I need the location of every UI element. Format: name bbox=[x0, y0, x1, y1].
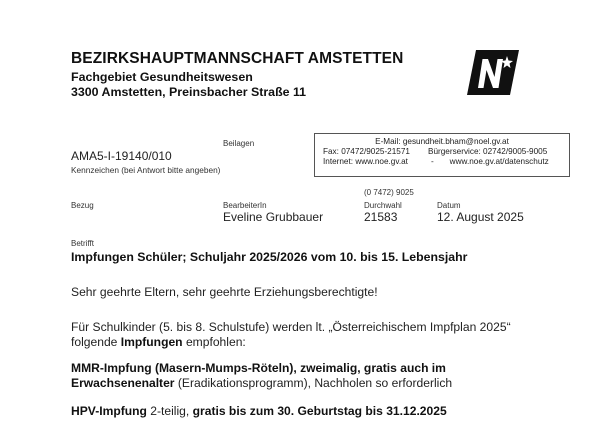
mmr-erwachsenenalter: Erwachsenenalter bbox=[71, 376, 175, 390]
hpv-line bbox=[71, 404, 447, 418]
department-name: Fachgebiet Gesundheitswesen bbox=[71, 70, 253, 84]
contact-internet-row bbox=[323, 157, 577, 166]
mmr-rest: (Eradikationsprogramm), Nachholen so erforderlich bbox=[174, 376, 453, 390]
beilagen-label: Beilagen bbox=[223, 139, 255, 148]
bearbeiter-value: Eveline Grubbauer bbox=[223, 210, 324, 224]
bezug-label: Bezug bbox=[71, 201, 94, 210]
mmr-text-bold: MMR-Impfung (Masern-Mumps-Röteln), zweimalig, gratis auch im bbox=[71, 361, 446, 375]
phone-prefix: (0 7472) 9025 bbox=[364, 188, 414, 197]
durchwahl-label: Durchwahl bbox=[364, 201, 402, 210]
durchwahl-value: 21583 bbox=[364, 210, 398, 224]
intro-text-bold: Impfungen bbox=[120, 335, 183, 349]
contact-box bbox=[314, 133, 570, 177]
subject-line: Impfungen Schüler; Schuljahr 2025/2026 vom 10. bis 15. Lebensjahr bbox=[71, 250, 468, 264]
contact-fax-row bbox=[323, 147, 577, 156]
mmr-line2 bbox=[71, 376, 452, 390]
reference-note: Kennzeichen (bei Antwort bitte angeben) bbox=[71, 165, 221, 175]
intro-text-pre: folgende bbox=[71, 335, 121, 349]
hpv-title: HPV-Impfung bbox=[71, 404, 147, 418]
organization-name: BEZIRKSHAUPTMANNSCHAFT AMSTETTEN bbox=[71, 50, 404, 67]
betrifft-label: Betrifft bbox=[71, 239, 94, 248]
contact-datenschutz-row bbox=[431, 157, 549, 166]
bearbeiter-label: BearbeiterIn bbox=[223, 201, 267, 210]
datum-label: Datum bbox=[437, 201, 461, 210]
mmr-line1 bbox=[71, 361, 446, 375]
contact-email: E-Mail: gesundheit.bham@noel.gv.at bbox=[375, 137, 509, 146]
contact-fax: Fax: 07472/9025-21571 bbox=[323, 147, 410, 156]
organization-address: 3300 Amstetten, Preinsbacher Straße 11 bbox=[71, 85, 307, 99]
noe-logo-icon bbox=[467, 50, 519, 95]
contact-buergerservice: Bürgerservice: 02742/9005-9005 bbox=[428, 147, 548, 156]
reference-number: AMA5-I-19140/010 bbox=[71, 149, 172, 163]
contact-datenschutz: www.noe.gv.at/datenschutz bbox=[449, 157, 549, 166]
hpv-gratis: gratis bis zum 30. Geburtstag bis 31.12.2025 bbox=[192, 404, 447, 418]
intro-text-post: empfohlen: bbox=[182, 335, 246, 349]
greeting: Sehr geehrte Eltern, sehr geehrte Erziehungsberechtigte! bbox=[71, 285, 378, 299]
paragraph-intro-line1: Für Schulkinder (5. bis 8. Schulstufe) werden lt. „Österreichischem Impfplan 2025“ bbox=[71, 320, 511, 334]
hpv-plain: 2-teilig, bbox=[146, 404, 193, 418]
contact-internet: Internet: www.noe.gv.at bbox=[323, 157, 408, 166]
datum-value: 12. August 2025 bbox=[437, 210, 524, 224]
paragraph-intro-line2 bbox=[71, 335, 246, 349]
contact-dash: - bbox=[431, 157, 434, 166]
